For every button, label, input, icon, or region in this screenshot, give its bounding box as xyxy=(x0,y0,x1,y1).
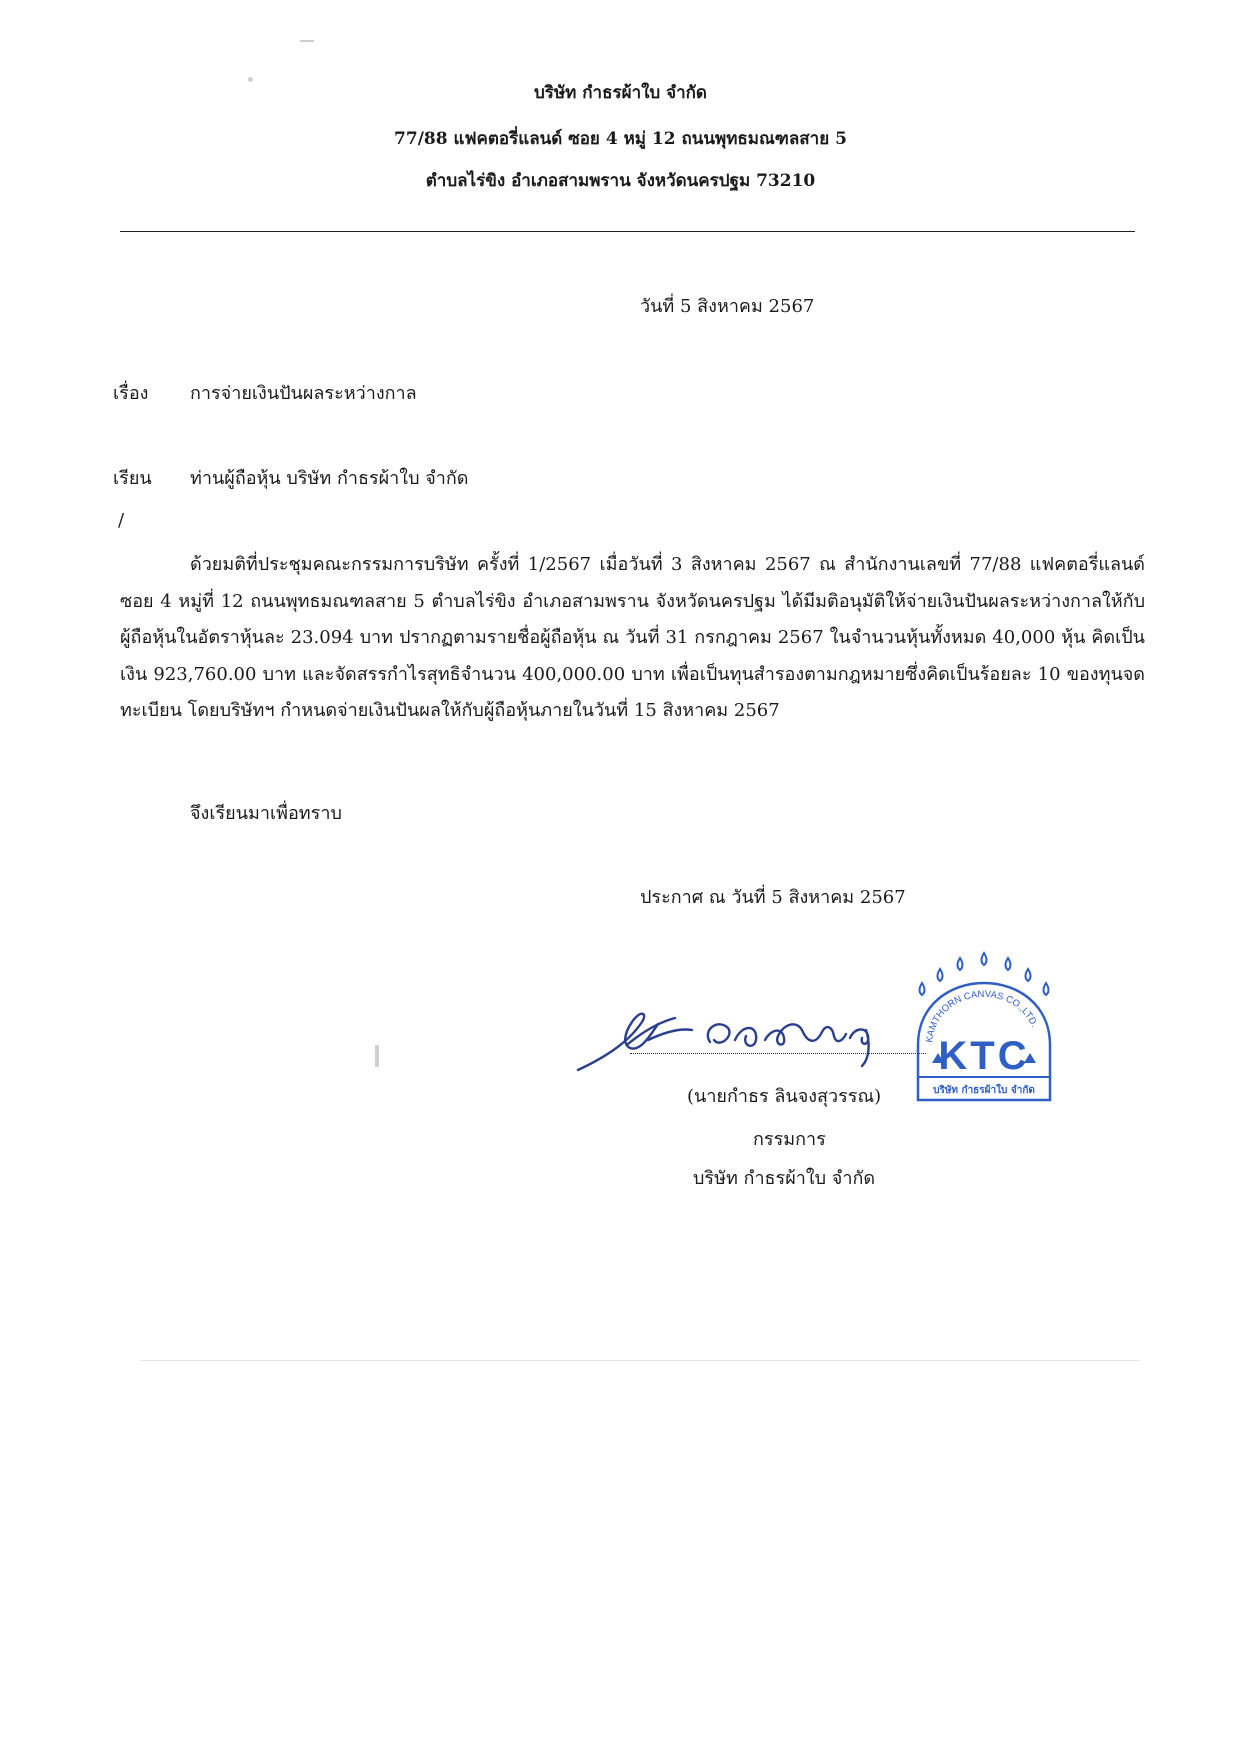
seal-arc-text: KAMTHORN CANVAS CO.,LTD. xyxy=(924,988,1040,1044)
company-name: บริษัท กำธรผ้าใบ จำกัด xyxy=(534,83,707,103)
scan-streak xyxy=(140,1360,1140,1361)
announcement-date: ประกาศ ณ วันที่ 5 สิงหาคม 2567 xyxy=(640,887,906,908)
letter-date: วันที่ 5 สิงหาคม 2567 xyxy=(640,296,815,317)
scan-speck xyxy=(300,40,314,42)
subject-text: การจ่ายเงินปันผลระหว่างกาล xyxy=(190,383,417,404)
signer-company: บริษัท กำธรผ้าใบ จำกัด xyxy=(693,1168,876,1189)
subject-label: เรื่อง xyxy=(113,383,149,404)
letterhead-divider xyxy=(120,231,1135,232)
body-paragraph: ด้วยมติที่ประชุมคณะกรรมการบริษัท ครั้งที่ 1/2567 เมื่อวันที่ 3 สิงหาคม 2567 ณ สำนักงานเลขที่ 77/88 แฟคตอรี่แลนด์ ซอย 4 หมู่ที่ 12 ถนนพุทธมณฑลสาย 5 ตำบลไร่ขิง อำเภอสามพราน จังหวัดนครปฐม ได้มีมติอนุมัติให้จ่ายเงินปันผลระหว่างกาลให้กับผู้ถือหุ้นในอัตราหุ้นละ 23.094 บาท ปรากฏตามรายชื่อผู้ถือหุ้น ณ วันที่ 31 กรกฎาคม 2567 ในจำนวนหุ้นทั้งหมด 40,000 หุ้น คิดเป็นเงิน 923,760.00 บาท และจัดสรรกำไรสุทธิจำนวน 400,000.00 บาท เพื่อเป็นทุนสำรองตามกฎหมายซึ่งคิดเป็นร้อยละ 10 ของทุนจดทะเบียน โดยบริษัทฯ กำหนดจ่ายเงินปันผลให้กับผู้ถือหุ้นภายในวันที่ 15 สิงหาคม 2567 xyxy=(120,554,1145,721)
company-address-line2: ตำบลไร่ขิง อำเภอสามพราน จังหวัดนครปฐม 73210 xyxy=(425,171,816,191)
seal-logo-text: KTC xyxy=(938,1034,1030,1078)
company-seal-stamp xyxy=(900,945,1070,1120)
company-address-line1: 77/88 แฟคตอรี่แลนด์ ซอย 4 หมู่ 12 ถนนพุทธมณฑลสาย 5 xyxy=(394,129,847,149)
signer-title: กรรมการ xyxy=(753,1129,826,1150)
seal-bottom-text: บริษัท กำธรผ้าใบ จำกัด xyxy=(933,1085,1035,1096)
closing-text: จึงเรียนมาเพื่อทราบ xyxy=(190,803,342,824)
handwritten-signature xyxy=(570,1000,915,1080)
slash-mark: / xyxy=(118,510,125,531)
scan-speck xyxy=(375,1045,379,1067)
signature-dotted-line xyxy=(630,1053,926,1054)
to-text: ท่านผู้ถือหุ้น บริษัท กำธรผ้าใบ จำกัด xyxy=(190,468,469,489)
to-label: เรียน xyxy=(113,468,152,489)
signer-name: (นายกำธร ลินจงสุวรรณ) xyxy=(687,1086,882,1107)
